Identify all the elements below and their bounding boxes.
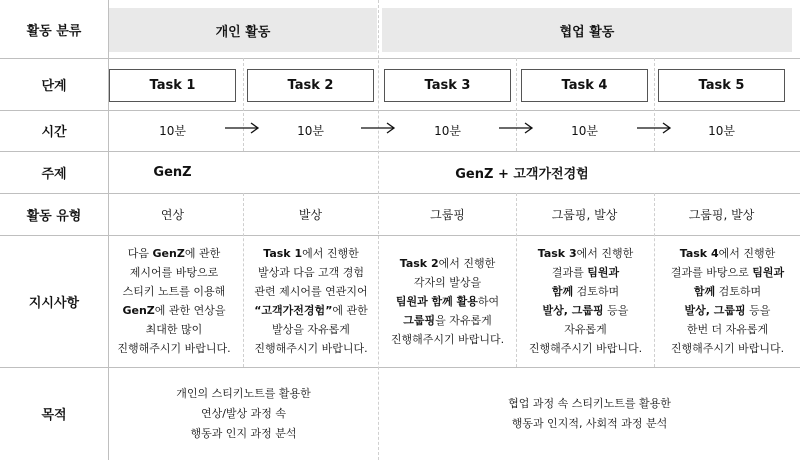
type-task-5: 그룹핑, 발상: [688, 207, 755, 222]
emphasis: 함께: [551, 285, 574, 298]
instruction-task-3: [379, 236, 516, 366]
group-collaborative: 협업 활동: [382, 8, 792, 52]
instruction-line: [538, 244, 634, 263]
instruction-line: 진행해주시기 바랍니다.: [390, 332, 505, 346]
purpose-line: 행동과 인지적, 사회적 과정 분석: [511, 417, 668, 430]
instruction-line: 진행해주시기 바랍니다.: [117, 342, 231, 355]
text: 검토하며: [715, 285, 762, 298]
emphasis: 발상, 그룹핑: [684, 304, 746, 317]
type-task-2: 발상: [298, 207, 323, 222]
arrow-right-icon: [224, 121, 260, 135]
text: 등을: [603, 304, 629, 317]
arrow-right-icon: [360, 121, 396, 135]
time-task-3: 10분: [434, 124, 461, 138]
arrow-right-icon: [636, 121, 672, 135]
text: 에 관한: [184, 247, 221, 260]
instruction-line: [552, 282, 619, 301]
text: 검토하며: [573, 285, 620, 298]
task-box-1: Task 1: [109, 69, 236, 102]
emphasis: 팀원과: [752, 266, 785, 279]
row-label-category: 활동 분류: [26, 23, 82, 39]
instruction-line: [685, 301, 771, 320]
instruction-line: 진행해주시기 바랍니다.: [670, 342, 785, 355]
purpose-line: 연상/발상 과정 속: [200, 407, 287, 420]
instruction-line: [400, 254, 496, 273]
emphasis: 그룹핑: [403, 313, 436, 327]
instruction-line: 관련 제시어를 연관지어: [254, 285, 368, 298]
arrow-right-icon: [498, 121, 534, 135]
instruction-line: [403, 311, 492, 330]
purpose-line: 개인의 스티키노트를 활용한: [176, 387, 311, 400]
emphasis: 발상, 그룹핑: [542, 304, 604, 317]
emphasis: Task 4: [679, 247, 719, 260]
type-task-4: 그룹핑, 발상: [551, 207, 618, 222]
row-label-stage: 단계: [41, 78, 67, 94]
text: 결과를 바탕으로: [670, 266, 753, 279]
row-label-type: 활동 유형: [26, 208, 82, 224]
instruction-line: [680, 244, 776, 263]
instruction-task-4: [517, 236, 654, 366]
text: 에서 진행한: [718, 247, 776, 260]
emphasis: 함께: [693, 285, 716, 298]
instruction-line: 스티키 노트를 이용해: [122, 285, 226, 298]
emphasis: 팀원과: [587, 266, 620, 279]
column-divider: [516, 58, 517, 151]
text: 에서 진행한: [438, 256, 496, 270]
instruction-line: [552, 263, 619, 282]
instruction-task-2: [244, 236, 378, 366]
emphasis: 팀원과 함께 활용: [395, 294, 478, 308]
column-divider: [243, 58, 244, 151]
emphasis: Task 3: [537, 247, 577, 260]
instruction-line: 각자의 발상을: [413, 275, 482, 289]
instruction-line: 한번 더 자유롭게: [686, 323, 769, 336]
emphasis: “고객가전경험”: [254, 304, 333, 317]
task-box-2: Task 2: [247, 69, 374, 102]
text: 을 자유롭게: [435, 313, 492, 327]
purpose-collaborative: [379, 368, 800, 460]
instruction-line: 발상을 자유롭게: [272, 323, 350, 336]
instruction-line: [263, 244, 359, 263]
purpose-line: 행동과 인지 과정 분석: [190, 427, 297, 440]
time-task-2: 10분: [297, 124, 324, 138]
group-individual: 개인 활동: [109, 8, 377, 52]
instruction-line: [254, 301, 368, 320]
instruction-line: 진행해주시기 바랍니다.: [528, 342, 643, 355]
topic-tasks-2-5: GenZ + 고객가전경험: [455, 166, 589, 182]
instruction-line: [543, 301, 629, 320]
emphasis: GenZ: [152, 247, 185, 260]
task-box-5: Task 5: [658, 69, 785, 102]
topic-task-1: GenZ: [153, 164, 192, 180]
text: 등을: [745, 304, 771, 317]
instruction-line: 제시어를 바탕으로: [129, 266, 219, 279]
row-label-purpose: 목적: [41, 408, 67, 423]
instruction-line: 자유롭게: [564, 323, 607, 336]
instruction-line: [396, 292, 499, 311]
emphasis: Task 1: [263, 247, 303, 260]
instruction-line: [122, 301, 225, 320]
instruction-line: [671, 263, 784, 282]
purpose-individual: [109, 368, 378, 460]
task-box-4: Task 4: [521, 69, 648, 102]
instruction-line: [694, 282, 761, 301]
instruction-line: 발상과 다음 고객 경험: [257, 266, 365, 279]
text: 에 관한: [332, 304, 368, 317]
time-task-5: 10분: [708, 124, 735, 138]
instruction-task-1: [109, 236, 239, 366]
text: 하여: [477, 294, 500, 308]
text: 에서 진행한: [302, 247, 359, 260]
row-label-instructions: 지시사항: [28, 295, 80, 311]
text: 결과를: [551, 266, 588, 279]
time-task-1: 10분: [159, 124, 186, 138]
purpose-line: 협업 과정 속 스티키노트를 활용한: [508, 397, 671, 410]
row-label-time: 시간: [41, 125, 67, 140]
instruction-line: [128, 244, 220, 263]
type-task-1: 연상: [160, 207, 185, 222]
emphasis: Task 2: [399, 256, 439, 270]
text: 에서 진행한: [576, 247, 634, 260]
column-divider: [654, 58, 655, 151]
instruction-line: 진행해주시기 바랍니다.: [254, 342, 368, 355]
emphasis: GenZ: [122, 304, 155, 317]
text: 다음: [127, 247, 153, 260]
instruction-task-5: [655, 236, 800, 366]
time-task-4: 10분: [571, 124, 598, 138]
instruction-line: 최대한 많이: [145, 323, 203, 336]
text: 에 관한 연상을: [154, 304, 226, 317]
row-label-topic: 주제: [41, 166, 67, 182]
task-box-3: Task 3: [384, 69, 511, 102]
grid-line: [0, 58, 800, 59]
type-task-3: 그룹핑: [430, 207, 465, 222]
